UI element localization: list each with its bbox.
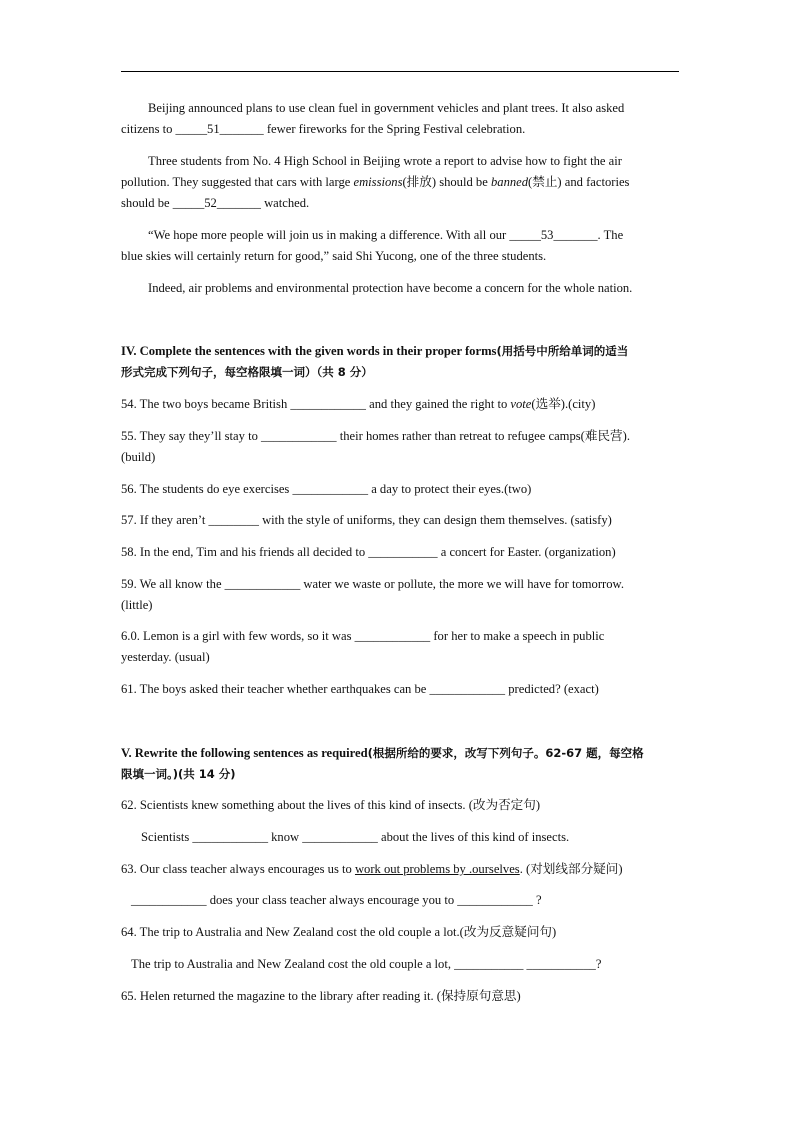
passage-p2-line2 xyxy=(121,174,629,190)
question-58: 58. In the end, Tim and his friends all decided to ___________ a concert for Easter. (organization) xyxy=(121,545,616,559)
question-61: 61. The boys asked their teacher whether earthquakes can be ____________ predicted? (exact) xyxy=(121,682,599,696)
passage-p2-text-a: pollution. They suggested that cars with large xyxy=(121,175,354,189)
passage-p3-line2: blue skies will certainly return for good,” said Shi Yucong, one of the three students. xyxy=(121,249,547,263)
section5-heading-en: V. Rewrite the following sentences as required xyxy=(121,746,368,760)
section4-heading-en: IV. Complete the sentences with the given words in their proper forms xyxy=(121,344,497,358)
question-65: 65. Helen returned the magazine to the library after reading it. (保持原句意思) xyxy=(121,989,521,1003)
passage-p2-banned: banned xyxy=(490,175,529,189)
section5-heading-cn2: 限填一词。)(共 14 分) xyxy=(121,767,236,781)
question-64: 64. The trip to Australia and New Zealand cost the old couple a lot.(改为反意疑问句) xyxy=(121,925,557,939)
section4-heading-cn2: 形式完成下列句子，每空格限填一词）（共 8 分） xyxy=(121,365,373,379)
passage-p1-line2: citizens to _____51_______ fewer fireworks for the Spring Festival celebration. xyxy=(121,122,526,136)
question-60-line2: yesterday. (usual) xyxy=(121,650,210,664)
question-54-vote: vote xyxy=(510,397,532,411)
question-63-text: 63. Our class teacher always encourages us to xyxy=(121,862,355,876)
question-62-answer: Scientists ____________ know ____________ about the lives of this kind of insects. xyxy=(141,830,570,844)
question-57: 57. If they aren’t ________ with the style of uniforms, they can design them themselves. (satisfy) xyxy=(121,513,612,527)
question-62: 62. Scientists knew something about the lives of this kind of insects. (改为否定句) xyxy=(121,798,541,812)
passage-p3-line1: “We hope more people will join us in making a difference. With all our _____53_______. The xyxy=(148,228,624,242)
question-64-answer: The trip to Australia and New Zealand cost the old couple a lot, ___________ ___________? xyxy=(131,957,602,971)
question-54-text: 54. The two boys became British ____________ and they gained the right to xyxy=(121,397,511,411)
passage-p1-line1: Beijing announced plans to use clean fuel in government vehicles and plant trees. It also asked xyxy=(148,101,625,115)
passage-p2-emissions: emissions xyxy=(353,175,403,189)
question-63-answer: ____________ does your class teacher always encourage you to ____________ ? xyxy=(131,893,542,907)
question-55-line2: (build) xyxy=(121,450,156,464)
question-55-line1: 55. They say they’ll stay to ____________ their homes rather than retreat to refugee camps(难民营). xyxy=(121,429,630,443)
section4-heading-line1 xyxy=(121,343,628,359)
question-60-line1: 6.0. Lemon is a girl with few words, so it was ____________ for her to make a speech in public xyxy=(121,629,605,643)
passage-p2-line1: Three students from No. 4 High School in Beijing wrote a report to advise how to fight the air xyxy=(148,154,622,168)
section5-heading-line2 xyxy=(121,766,236,782)
section5-heading-cn: (根据所给的要求，改写下列句子。62-67 题，每空格 xyxy=(367,746,644,760)
passage-p4-line1: Indeed, air problems and environmental protection have become a concern for the whole nation. xyxy=(148,281,633,295)
question-63-hint: . (对划线部分疑问) xyxy=(519,862,623,876)
question-63-underlined: work out problems by .ourselves xyxy=(354,862,520,876)
passage-p2-text-c: (禁止) and factories xyxy=(528,175,630,189)
question-59-line1: 59. We all know the ____________ water we waste or pollute, the more we will have for tomorrow. xyxy=(121,577,624,591)
question-54 xyxy=(121,396,595,412)
question-56: 56. The students do eye exercises ____________ a day to protect their eyes.(two) xyxy=(121,482,532,496)
question-59-line2: (little) xyxy=(121,598,153,612)
header-rule xyxy=(121,71,679,72)
question-54-hint: (选举).(city) xyxy=(531,397,596,411)
section4-heading-line2 xyxy=(121,364,373,380)
section5-heading-line1 xyxy=(121,745,644,761)
passage-p2-line3: should be _____52_______ watched. xyxy=(121,196,310,210)
passage-p2-text-b: (排放) should be xyxy=(402,175,491,189)
question-63 xyxy=(121,861,623,877)
section4-heading-cn: (用括号中所给单词的适当 xyxy=(496,344,629,358)
